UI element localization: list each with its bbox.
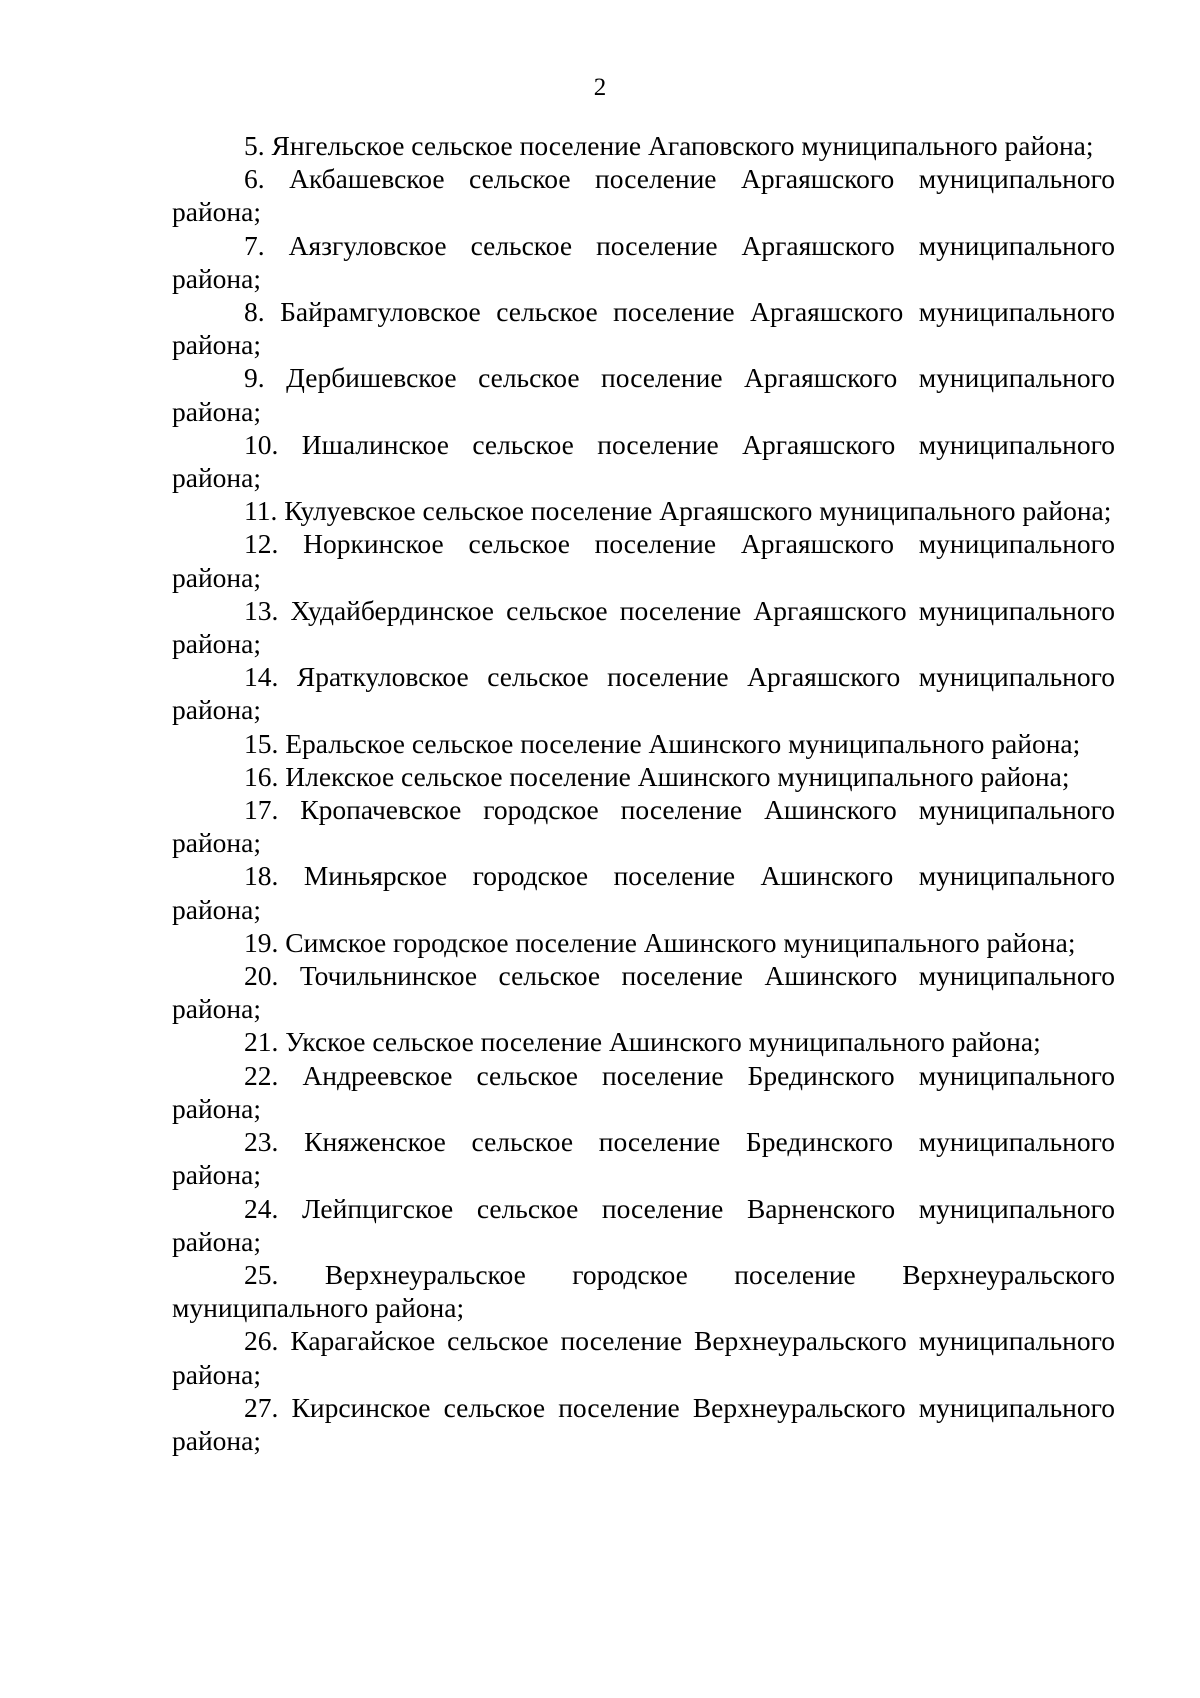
list-item: 11. Кулуевское сельское поселение Аргаяшского муниципального района; (244, 495, 1112, 527)
list-item: 12. Норкинское сельское поселение Аргаяшского муниципального района; (172, 528, 1115, 593)
list-item: 18. Миньярское городское поселение Ашинского муниципального района; (172, 860, 1115, 925)
list-item: 21. Укское сельское поселение Ашинского муниципального района; (244, 1026, 1041, 1058)
list-item: 17. Кропачевское городское поселение Ашинского муниципального района; (172, 794, 1115, 859)
list-item: 26. Карагайское сельское поселение Верхнеуральского муниципального района; (172, 1325, 1115, 1390)
list-item: 13. Худайбердинское сельское поселение Аргаяшского муниципального района; (172, 594, 1115, 660)
list-item: 7. Аязгуловское сельское поселение Аргаяшского муниципального района; (172, 229, 1115, 294)
list-item: 8. Байрамгуловское сельское поселение Аргаяшского муниципального района; (172, 296, 1115, 361)
list-item: 19. Симское городское поселение Ашинского муниципального района; (244, 926, 1076, 958)
list-item: 20. Точильнинское сельское поселение Ашинского муниципального района; (172, 960, 1115, 1025)
list-item: 25. Верхнеуральское городское поселение Верхнеуральского муниципального района; (172, 1258, 1115, 1324)
list-item: 24. Лейпцигское сельское поселение Варненского муниципального района; (172, 1192, 1115, 1257)
list-item: 16. Илекское сельское поселение Ашинского муниципального района; (244, 760, 1070, 792)
settlement-list (172, 129, 1115, 1457)
list-item: 9. Дербишевское сельское поселение Аргаяшского муниципального района; (172, 362, 1115, 427)
list-item: 27. Кирсинское сельское поселение Верхнеуральского муниципального района; (172, 1391, 1115, 1456)
list-item: 23. Княженское сельское поселение Брединского муниципального района; (172, 1126, 1115, 1191)
list-item: 22. Андреевское сельское поселение Брединского муниципального района; (172, 1059, 1115, 1124)
list-item: 10. Ишалинское сельское поселение Аргаяшского муниципального района; (172, 428, 1115, 494)
list-item: 15. Еральское сельское поселение Ашинского муниципального района; (244, 727, 1081, 759)
list-item: 14. Яраткуловское сельское поселение Аргаяшского муниципального района; (172, 661, 1115, 726)
page-number: 2 (593, 74, 607, 101)
list-item: 6. Акбашевское сельское поселение Аргаяшского муниципального района; (172, 163, 1115, 228)
list-item: 5. Янгельское сельское поселение Агаповского муниципального района; (244, 130, 1094, 161)
